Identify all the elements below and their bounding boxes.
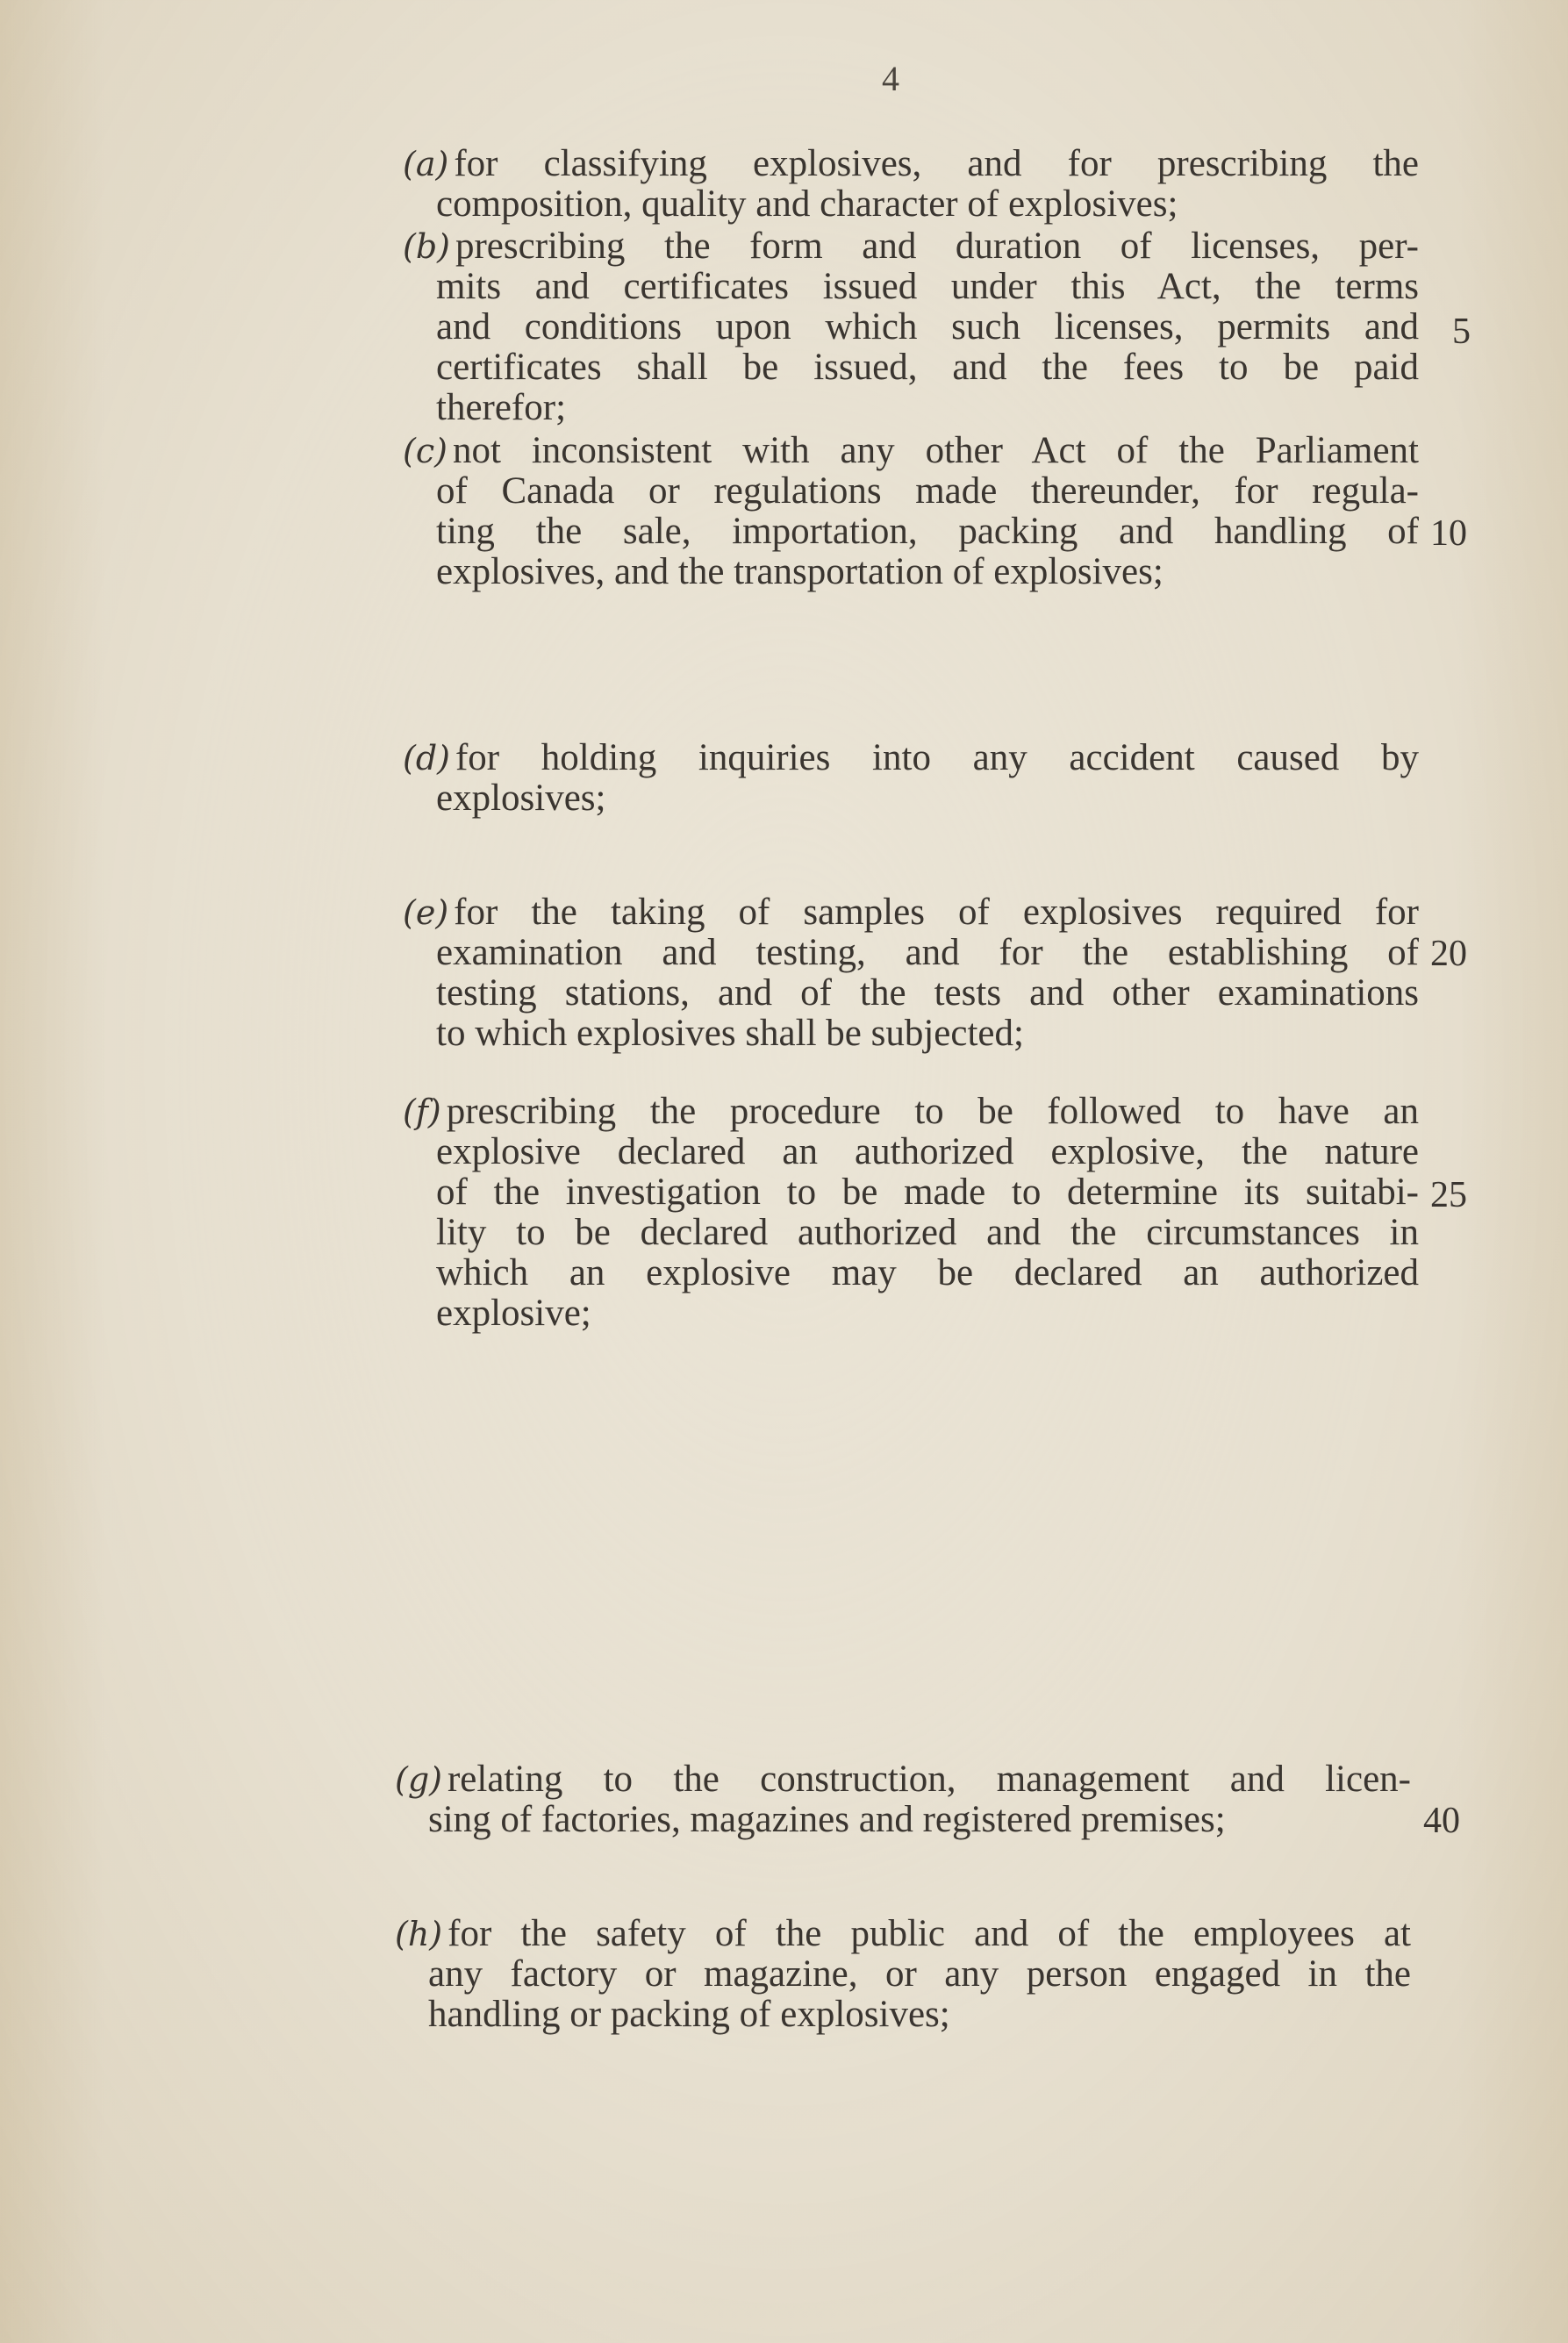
clause-line: explosives; — [436, 777, 606, 819]
clause-letter: (a) — [403, 145, 449, 183]
clause-line: composition, quality and character of explosives; — [436, 183, 1178, 225]
margin-line-number: 20 — [1430, 934, 1467, 974]
clause-line: explosive; — [436, 1293, 591, 1334]
clause-line: relating to the construction, management and licen- — [447, 1759, 1411, 1800]
clause-line: sing of factories, magazines and registered premises; — [428, 1799, 1226, 1840]
clause-line: handling or packing of explosives; — [428, 1994, 950, 2035]
clause-line: prescribing the procedure to be followed to have an — [446, 1091, 1419, 1132]
margin-line-number: 10 — [1430, 513, 1467, 554]
clause-line: for classifying explosives, and for prescribing the — [454, 143, 1419, 184]
clause-line: to which explosives shall be subjected; — [436, 1013, 1024, 1054]
clause-g — [395, 1759, 1411, 1840]
clause-line: for the taking of samples of explosives required for — [454, 892, 1419, 933]
clause-letter: (b) — [403, 227, 450, 266]
clause-d — [403, 737, 1419, 819]
clause-line: for the safety of the public and of the employees at — [447, 1913, 1411, 1954]
clause-line: therefor; — [436, 387, 567, 428]
clause-letter: (h) — [395, 1915, 443, 1953]
clause-letter: (d) — [403, 739, 450, 777]
clause-line: not inconsistent with any other Act of the Parliament — [452, 430, 1419, 471]
clause-line: certificates shall be issued, and the fees to be paid — [436, 347, 1419, 388]
clause-letter: (f) — [403, 1093, 441, 1131]
margin-line-number: 5 — [1452, 312, 1471, 352]
clause-e — [403, 892, 1419, 1054]
clause-f — [403, 1091, 1419, 1334]
clause-line: examination and testing, and for the establishing of — [436, 932, 1419, 973]
margin-line-number: 40 — [1423, 1801, 1460, 1841]
clause-line: mits and certificates issued under this Act, the terms — [436, 266, 1419, 307]
clause-letter: (g) — [395, 1760, 442, 1799]
clause-b — [403, 226, 1419, 428]
clause-line: which an explosive may be declared an authorized — [436, 1252, 1419, 1293]
clause-line: ting the sale, importation, packing and handling of — [436, 511, 1419, 552]
clause-line: prescribing the form and duration of licenses, per- — [455, 226, 1419, 267]
clause-line: explosive declared an authorized explosive, the nature — [436, 1131, 1419, 1172]
clause-letter: (c) — [403, 432, 447, 470]
clause-c — [403, 430, 1419, 592]
page-number: 4 — [882, 59, 899, 98]
clause-line: lity to be declared authorized and the circumstances in — [436, 1212, 1419, 1253]
clause-h — [395, 1913, 1411, 2035]
margin-line-number: 25 — [1430, 1175, 1467, 1215]
clause-line: testing stations, and of the tests and other examinations — [436, 972, 1419, 1014]
clause-letter: (e) — [403, 893, 449, 932]
clause-line: for holding inquiries into any accident caused by — [455, 737, 1419, 778]
clause-line: of the investigation to be made to determine its suitabi- — [436, 1172, 1419, 1213]
clause-line: any factory or magazine, or any person engaged in the — [428, 1953, 1411, 1995]
clause-line: and conditions upon which such licenses, permits and — [436, 306, 1419, 348]
clause-a — [403, 143, 1419, 225]
clause-line: of Canada or regulations made thereunder, for regula- — [436, 470, 1419, 512]
clause-line: explosives, and the transportation of explosives; — [436, 551, 1163, 592]
